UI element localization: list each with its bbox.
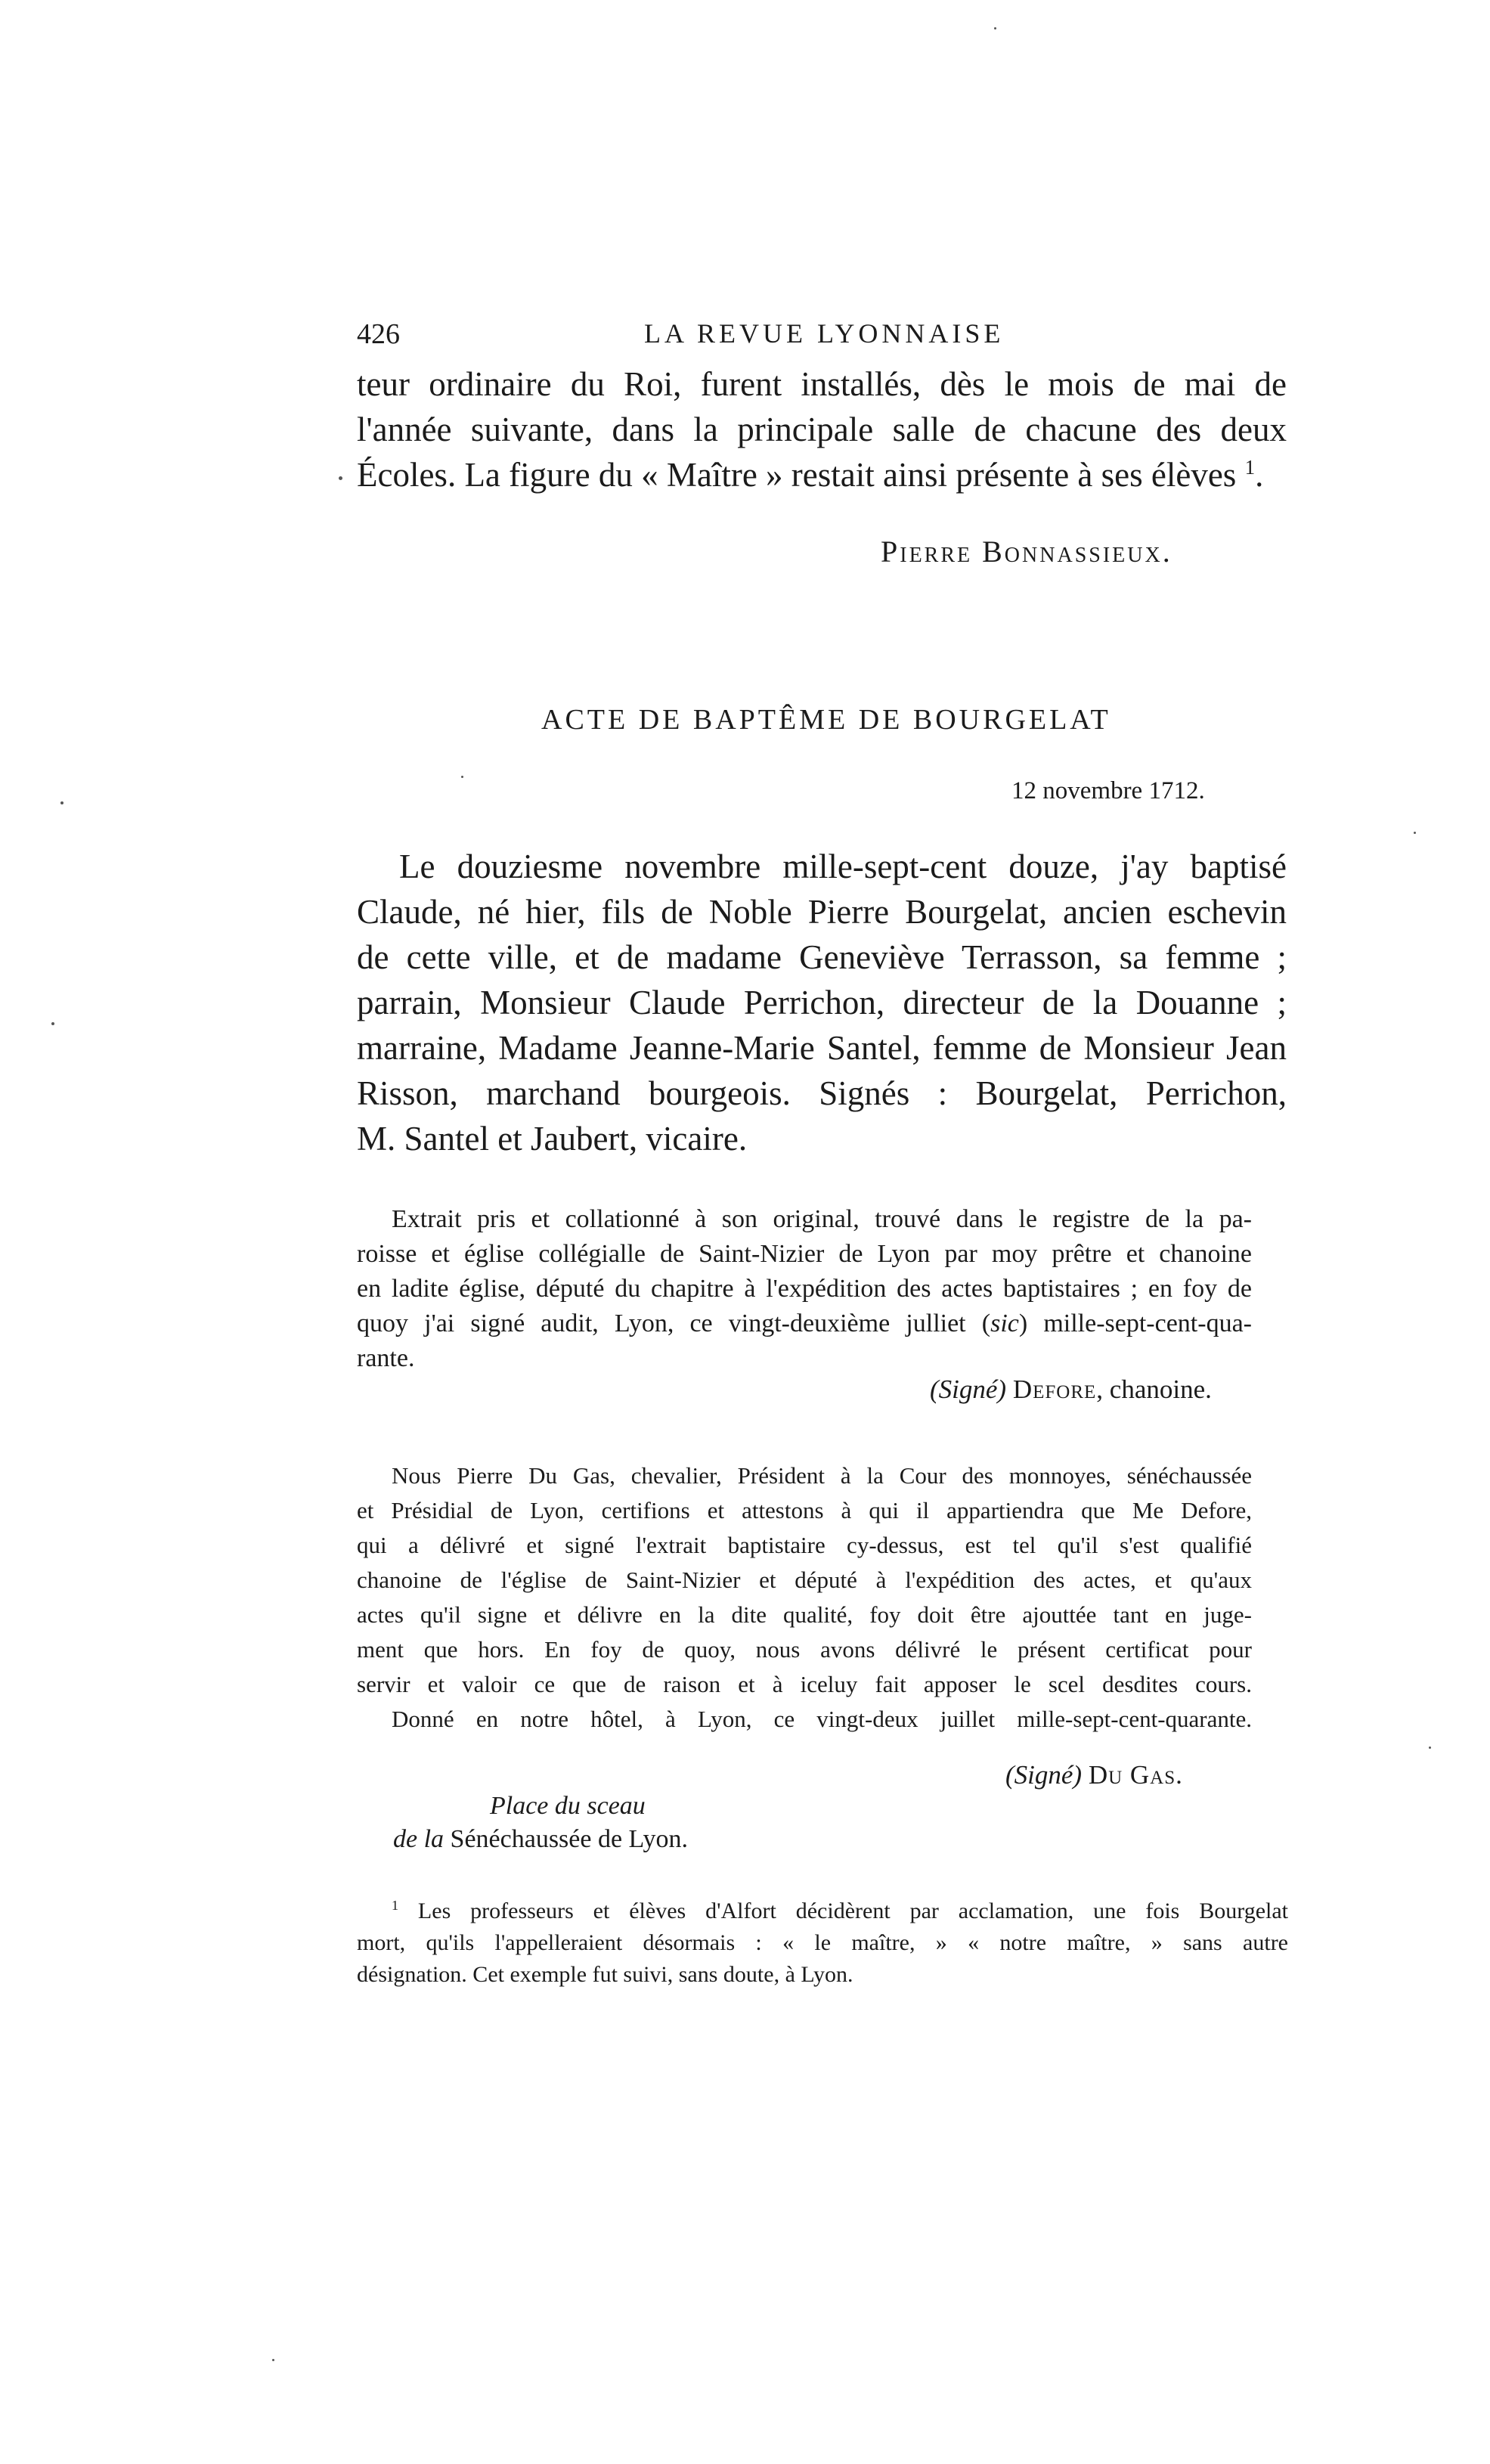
text-line: rante. [357,1344,415,1372]
certificate-signature [1005,1760,1183,1790]
signer-name: Du Gas. [1088,1760,1183,1790]
scan-speck [1429,1746,1431,1749]
text-line: l'année suivante, dans la principale salle de chacune des deux [357,411,1287,448]
text-line: servir et valoir ce que de raison et à iceluy fait apposer le scel desdites cours. [357,1671,1252,1697]
text-line [357,452,1263,497]
signer-name: Defore [1012,1375,1097,1404]
text-line [357,1306,1252,1341]
text-span: Écoles. La figure du « Maître » restait ainsi présente à ses élèves [357,456,1237,494]
seal-note-line: Place du sceau [490,1792,646,1820]
scan-speck [272,2359,274,2361]
text-line: Extrait pris et collationné à son original, trouvé dans le registre de la pa- [392,1205,1252,1233]
scan-speck [994,27,996,29]
text-line: Donné en notre hôtel, à Lyon, ce vingt-deux juillet mille-sept-cent-quarante. [392,1706,1252,1732]
text-line: roisse et église collégialle de Saint-Nizier de Lyon par moy prêtre et chanoine [357,1240,1252,1268]
act-date: 12 novembre 1712. [1011,777,1205,804]
text-span: ) mille-sept-cent-qua- [1018,1309,1252,1337]
scan-speck [339,476,342,480]
seal-note-line [393,1825,688,1854]
text-line: parrain, Monsieur Claude Perrichon, directeur de la Douanne ; [357,984,1287,1021]
text-line: actes qu'il signe et délivre en la dite qualité, foy doit être ajouttée tant en juge- [357,1601,1252,1628]
text-span: de la [393,1825,445,1853]
text-line: qui a délivré et signé l'extrait baptistaire cy-dessus, est tel qu'il s'est qualifié [357,1532,1252,1558]
section-title: ACTE DE BAPTÊME DE BOURGELAT [541,704,1111,736]
text-span: Les professeurs et élèves d'Alfort décidèrent par acclamation, une fois Bourgelat [417,1898,1288,1923]
text-line: Le douziesme novembre mille-sept-cent douze, j'ay baptisé [399,848,1287,885]
scan-speck [461,776,463,778]
signed-label: (Signé) [1005,1760,1083,1790]
footnote-line [392,1896,1288,1926]
text-line: Claude, né hier, fils de Noble Pierre Bourgelat, ancien eschevin [357,893,1287,931]
signer-title: , chanoine. [1096,1375,1212,1404]
text-line: Nous Pierre Du Gas, chevalier, Président à la Cour des monnoyes, sénéchaussée [392,1462,1252,1489]
text-line: M. Santel et Jaubert, vicaire. [357,1120,748,1158]
footnote-line: désignation. Cet exemple fut suivi, sans doute, à Lyon. [357,1962,853,1987]
sic-mark: sic [990,1309,1019,1337]
text-line: teur ordinaire du Roi, furent installés, dès le mois de mai de [357,365,1287,403]
text-line: et Présidial de Lyon, certifions et attestons à qui il appartiendra que Me Defore, [357,1497,1252,1523]
text-line: marraine, Madame Jeanne-Marie Santel, femme de Monsieur Jean [357,1029,1287,1067]
author-signature: Pierre Bonnassieux. [881,535,1172,569]
text-line: en ladite église, député du chapitre à l'expédition des actes baptistaires ; en foy de [357,1275,1252,1303]
scan-speck [60,801,64,804]
signed-label: (Signé) [930,1375,1007,1404]
footnote-line: mort, qu'ils l'appelleraient désormais : « le maître, » « notre maître, » sans autre [357,1930,1288,1955]
text-span: . [1255,456,1264,494]
text-line: chanoine de l'église de Saint-Nizier et député à l'expédition des actes, et qu'aux [357,1567,1252,1593]
page-number: 426 [357,318,400,350]
footnote-ref: 1 [1244,456,1256,479]
text-line: ment que hors. En foy de quoy, nous avons délivré le présent certificat pour [357,1636,1252,1663]
text-line: Risson, marchand bourgeois. Signés : Bourgelat, Perrichon, [357,1074,1287,1112]
scan-speck [1414,832,1416,834]
text-span: quoy j'ai signé audit, Lyon, ce vingt-deuxième julliet ( [357,1309,991,1337]
extract-signature [930,1375,1212,1405]
scan-speck [51,1022,54,1025]
text-line: de cette ville, et de madame Geneviève Terrasson, sa femme ; [357,938,1287,976]
footnote-marker: 1 [392,1898,398,1913]
text-span: Sénéchaussée de Lyon. [444,1825,688,1853]
running-title: LA REVUE LYONNAISE [644,318,1005,349]
